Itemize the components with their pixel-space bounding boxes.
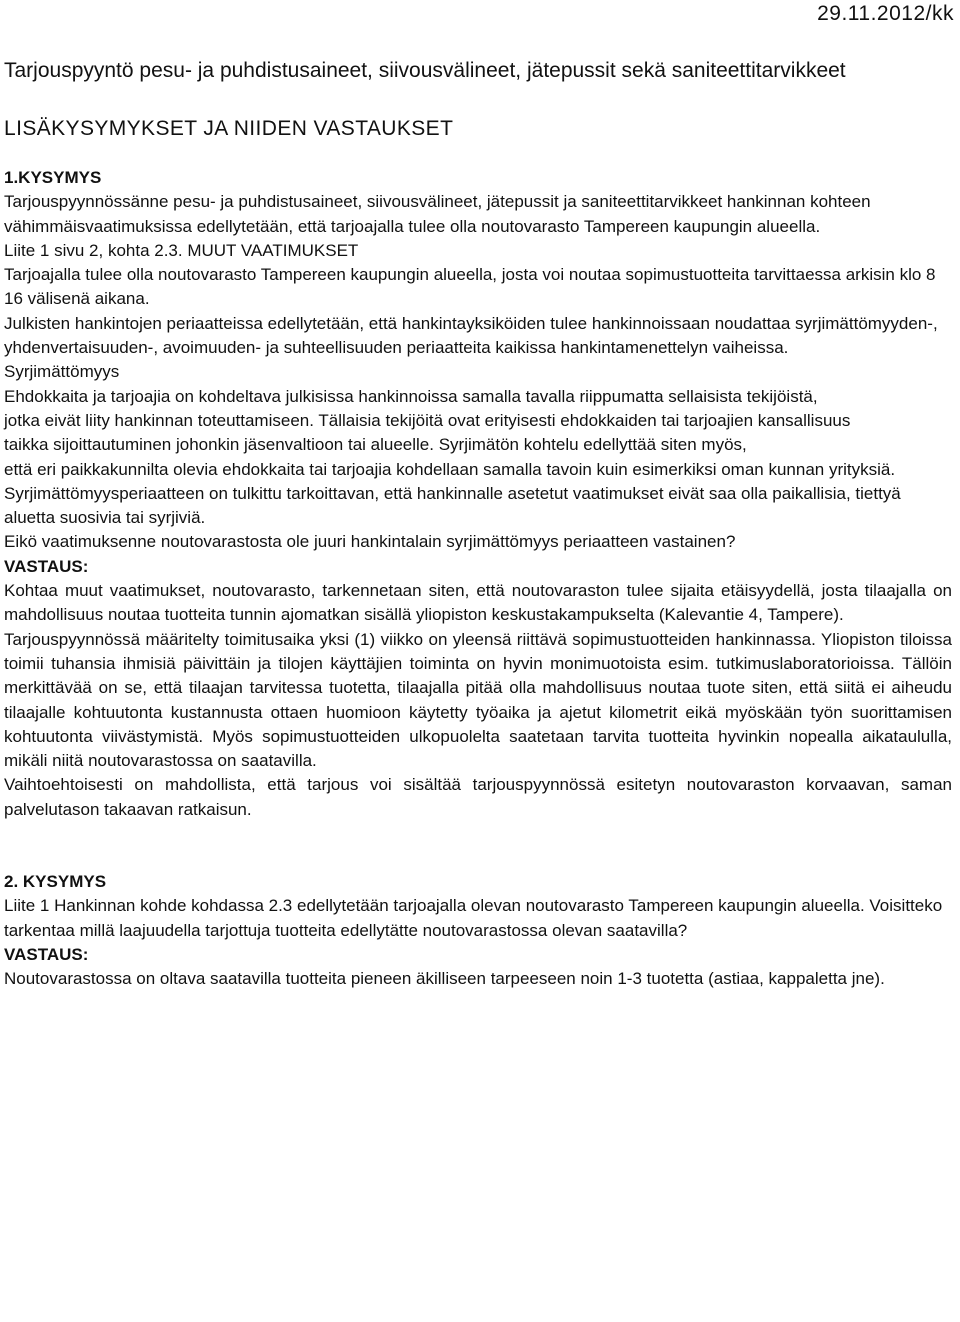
answer-2-label: VASTAUS: <box>4 944 89 964</box>
question-1-paragraph: jotka eivät liity hankinnan toteuttamiseen. Tällaisia tekijöitä ovat erityisesti ehdokkaiden tai tarjoajien kansallisuus <box>4 410 851 430</box>
question-1-heading: 1.KYSYMYS <box>4 168 102 187</box>
question-2-section <box>4 870 952 991</box>
question-1-question: Eikö vaatimuksenne noutovarastosta ole juuri hankintalain syrjimättömyys periaatteen vastainen? <box>4 532 736 552</box>
question-1-paragraph: Julkisten hankintojen periaatteissa edellytetään, että hankintayksiköiden tulee hankinnoissaan noudattaa syrjimättömyyden-, yhdenvertaisuuden-, avoimuuden- ja suhteellisuuden periaatteita kaikissa hankintamenettelyn vaiheissa. <box>4 313 938 358</box>
document-title: Tarjouspyyntö pesu- ja puhdistusaineet, siivousvälineet, jätepussit sekä saniteettitarvikkeet <box>4 59 846 82</box>
question-1-paragraph: taikka sijoittautuminen johonkin jäsenvaltioon tai alueelle. Syrjimätön kohtelu edellyttää siten myös, <box>4 435 747 455</box>
answer-2-paragraph: Noutovarastossa on oltava saatavilla tuotteita pieneen äkilliseen tarpeeseen noin 1-3 tuotetta (astiaa, kappaletta jne). <box>4 969 885 989</box>
answer-1-label: VASTAUS: <box>4 556 89 576</box>
question-1-paragraph: Syrjimättömyysperiaatteen on tulkittu tarkoittavan, että hankinnalle asetetut vaatimukset eivät saa olla paikallisia, tiettyä aluetta suosivia tai syrjiviä. <box>4 483 901 528</box>
answer-1-paragraph: Kohtaa muut vaatimukset, noutovarasto, tarkennetaan siten, että noutovaraston tulee sijaita etäisyydellä, josta tilaajalla on mahdollisuus noutaa tuotteita tunnin ajomatkan sisällä yliopiston keskustakampukselta (Kalevantie 4, Tampere). <box>4 581 952 625</box>
question-1-paragraph: Ehdokkaita ja tarjoajia on kohdeltava julkisissa hankinnoissa samalla tavalla riippumatta sellaisista tekijöistä, <box>4 386 818 406</box>
question-1-paragraph: Tarjoajalla tulee olla noutovarasto Tampereen kaupungin alueella, josta voi noutaa sopimustuotteita tarvittaessa arkisin klo 8 16 välisenä aikana. <box>4 265 936 309</box>
document-date: 29.11.2012/kk <box>817 2 954 25</box>
question-1-reference: Liite 1 sivu 2, kohta 2.3. MUUT VAATIMUKSET <box>4 240 359 260</box>
question-1-subheading: Syrjimättömyys <box>4 362 120 382</box>
answer-1-paragraph: Tarjouspyynnössä määritelty toimitusaika yksi (1) viikko on yleensä riittävä sopimustuotteiden hankinnassa. Yliopiston tiloissa toimii tuhansia ihmisiä päivittäin ja tilojen käyttäjien toiminta on hyvin monimuotoista esim. tutkimuslaboratorioissa. Tällöin merkittävää on se, että tilaajan tarvitessa tuotetta, tilaajalla pitää olla mahdollisuus noutaa tuote siten, että siitä ei aiheudu tilaajalle kohtuutonta kustannusta ottaen huomioon käytetty työaika ja ajetut kilometrit eikä myöskään työn suorittamisen kohtuutonta viivästymistä. Myös sopimustuotteiden ulkopuolelta saatetaan tarvita tuotteita hyvinkin nopealla aikataululla, mikäli niitä noutovarastossa on saatavilla. <box>4 629 952 771</box>
document-subtitle: LISÄKYSYMYKSET JA NIIDEN VASTAUKSET <box>4 117 454 140</box>
question-1-section <box>4 166 952 822</box>
question-2-heading: 2. KYSYMYS <box>4 872 107 892</box>
question-1-paragraph: että eri paikkakunnilta olevia ehdokkaita tai tarjoajia kohdellaan samalla tavoin kuin esimerkiksi oman kunnan yrityksiä. <box>4 459 896 479</box>
question-1-paragraph: Tarjouspyynnössänne pesu- ja puhdistusaineet, siivousvälineet, jätepussit ja saniteettitarvikkeet hankinnan kohteen vähimmäisvaatimuksissa edellytetään, että tarjoajalla tulee olla noutovarasto Tampereen kaupungin alueella. <box>4 192 871 236</box>
answer-1-paragraph: Vaihtoehtoisesti on mahdollista, että tarjous voi sisältää tarjouspyynnössä esitetyn noutovaraston korvaavan, saman palvelutason takaavan ratkaisun. <box>4 775 952 819</box>
question-2-paragraph: Liite 1 Hankinnan kohde kohdassa 2.3 edellytetään tarjoajalla olevan noutovarasto Tampereen kaupungin alueella. Voisitteko tarkentaa millä laajuudella tarjottuja tuotteita edellytätte noutovarastossa olevan saatavilla? <box>4 896 943 940</box>
